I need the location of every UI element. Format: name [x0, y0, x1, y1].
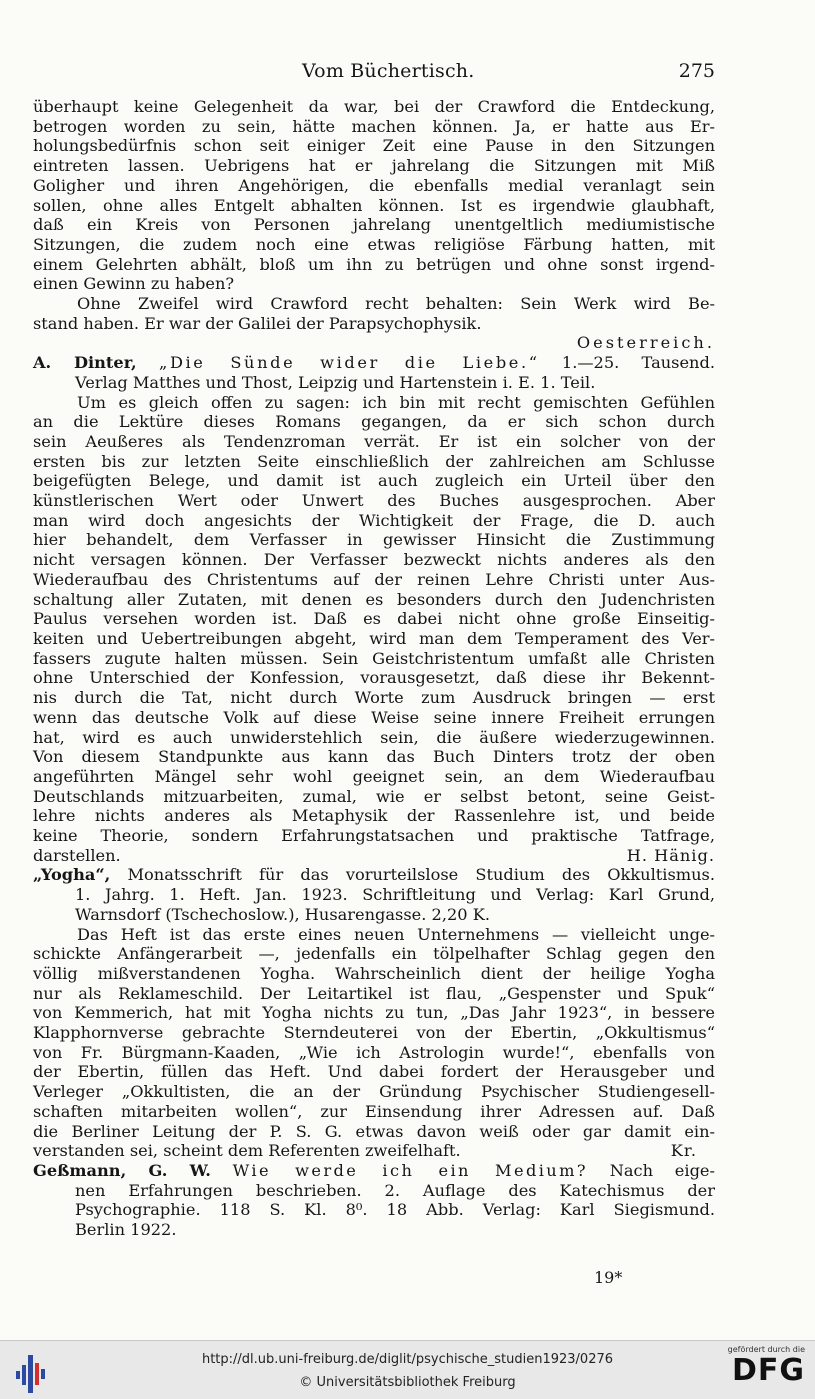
running-title: Vom Büchertisch. [302, 60, 475, 82]
text-line: betrogen worden zu sein, hätte machen können. Ja, er hatte aus Er- [33, 116, 715, 136]
text-line: Verleger „Okkultisten, die an der Gründung Psychischer Studiengesell- [33, 1082, 715, 1102]
text-line: von Fr. Bürgmann-Kaaden, „Wie ich Astrologin wurde!“, ebenfalls von [33, 1042, 715, 1062]
text-line [33, 1141, 715, 1161]
dfg-logo [715, 1345, 805, 1395]
text-line: 1. Jahrg. 1. Heft. Jan. 1923. Schriftleitung und Verlag: Karl Grund, [75, 885, 715, 905]
review-heading-dinter [33, 353, 715, 392]
periodical-name: „Yogha“, [33, 865, 111, 885]
reviewer-signature-1: Oesterreich. [576, 333, 715, 353]
text-line: einem Gelehrten abhält, bloß um ihn zu betrügen und ohne sonst irgend- [33, 254, 715, 274]
funder-name: DFG [731, 1353, 805, 1388]
text-line: Psychographie. 118 S. Kl. 8⁰. 18 Abb. Verlag: Karl Siegismund. [75, 1200, 715, 1220]
text-line: nur als Reklameschild. Der Leitartikel ist flau, „Gespenster und Spuk“ [33, 983, 715, 1003]
review-heading-gessmann [33, 1161, 715, 1240]
text-line: stand haben. Er war der Galilei der Parapsychophysik. [33, 313, 482, 333]
text-line: Verlag Matthes und Thost, Leipzig und Hartenstein i. E. 1. Teil. [75, 372, 596, 392]
digitization-footer [0, 1340, 815, 1399]
reviewer-signature-3: Kr. [670, 1141, 697, 1161]
text-line: nicht versagen können. Der Verfasser bezweckt nichts anderes als den [33, 550, 715, 570]
text-line: beigefügten Belege, und damit ist auch zugleich ein Urteil über den [33, 471, 715, 491]
text-line: hat, wird es auch unwiderstehlich sein, die äußere wiederzugewinnen. [33, 727, 715, 747]
paragraph-conclusion [33, 294, 715, 333]
text-line: sollen, ohne alles Entgelt abhalten können. Ist es irgendwie glaubhaft, [33, 195, 715, 215]
page-number: 275 [678, 60, 715, 82]
author-name: Geßmann, G. W. [33, 1160, 211, 1180]
text-line: Deutschlands mitzuarbeiten, zumal, wie er selbst betont, seine Geist- [33, 786, 715, 806]
text-line: Um es gleich offen zu sagen: ich bin mit recht gemischten Gefühlen [77, 392, 715, 412]
funder-note: gefördert durch die [727, 1345, 805, 1354]
text-line: Goligher und ihren Angehörigen, die ebenfalls medial veranlagt sein [33, 175, 715, 195]
source-url-link[interactable]: http://dl.ub.uni-freiburg.de/diglit/psychische_studien1923/0276 [201, 1352, 614, 1367]
text-line: der Ebertin, füllen das Heft. Und dabei fordert der Herausgeber und [33, 1062, 715, 1082]
text-line: Von diesem Standpunkte aus kann das Buch Dinters trotz der oben [33, 747, 715, 767]
edition-info: 1.—25. Tausend. [539, 353, 715, 373]
text-line: Warnsdorf (Tschechoslow.), Husarengasse. 2,20 K. [75, 904, 490, 924]
paragraph-dinter-review [33, 393, 715, 866]
text-line: fassers zugute halten müssen. Sein Geistchristentum umfaßt alle Christen [33, 648, 715, 668]
reviewer-signature-2: H. Hänig. [626, 845, 715, 865]
text-line: schaltung aller Zutaten, mit denen es besonders durch den Judenchristen [33, 589, 715, 609]
text-line: man wird doch angesichts der Wichtigkeit der Frage, die D. auch [33, 510, 715, 530]
book-title: Wie werde ich ein Medium? [232, 1160, 588, 1180]
copyright-notice: © Universitätsbibliothek Freiburg [299, 1375, 516, 1390]
text-line: schickte Anfängerarbeit —, jedenfalls ein tölpelhafter Schlag gegen den [33, 944, 715, 964]
author-name: A. Dinter, [33, 353, 137, 373]
text-line: wenn das deutsche Volk auf diese Weise seine innere Freiheit errungen [33, 707, 715, 727]
text-end: verstanden sei, scheint dem Referenten zweifelhaft. [33, 1141, 461, 1161]
body-text [33, 97, 715, 1240]
text-line: ohne Unterschied der Konfession, vorausgesetzt, daß diese ihr Bekennt- [33, 668, 715, 688]
text-line: künstlerischen Wert oder Unwert des Buches ausgesprochen. Aber [33, 491, 715, 511]
text-end: darstellen. [33, 845, 121, 865]
text-line: Wiederaufbau des Christentums auf der reinen Lehre Christi unter Aus- [33, 569, 715, 589]
text-line: angeführten Mängel sehr wohl geeignet sein, an dem Wiederaufbau [33, 766, 715, 786]
text-line: von Kemmerich, hat mit Yogha nichts zu tun, „Das Jahr 1923“, in bessere [33, 1003, 715, 1023]
text-line: ersten bis zur letzten Seite einschließlich der zahlreichen am Schlusse [33, 451, 715, 471]
text-line: Das Heft ist das erste eines neuen Unternehmens — vielleicht unge- [77, 924, 715, 944]
periodical-subtitle: Monatsschrift für das vorurteilslose Studium des Okkultismus. [110, 865, 715, 885]
running-header [0, 60, 815, 88]
book-title: „Die Sünde wider die Liebe.“ [158, 353, 540, 373]
paragraph-yogha-review [33, 925, 715, 1161]
text-line: die Berliner Leitung der P. S. G. etwas davon weiß oder gar damit ein- [33, 1121, 715, 1141]
text-line [33, 353, 715, 373]
text-line: lehre nichts anderes als Metaphysik der Rassenlehre ist, und beide [33, 806, 715, 826]
text-line: Berlin 1922. [75, 1220, 177, 1240]
text-line: einen Gewinn zu haben? [33, 274, 235, 294]
text-line: eintreten lassen. Uebrigens hat er jahrelang die Sitzungen mit Miß [33, 156, 715, 176]
text-line: holungsbedürfnis schon seit einiger Zeit eine Pause in den Sitzungen [33, 136, 715, 156]
text-line: völlig mißverstandenen Yogha. Wahrscheinlich dient der heilige Yogha [33, 963, 715, 983]
text-line: Ohne Zweifel wird Crawford recht behalten: Sein Werk wird Be- [77, 294, 715, 314]
text-line: überhaupt keine Gelegenheit da war, bei der Crawford die Entdeckung, [33, 97, 715, 116]
text-line [33, 846, 715, 866]
text-line: nis durch die Tat, nicht durch Worte zum Ausdruck bringen — erst [33, 688, 715, 708]
text-line: an die Lektüre dieses Romans gegangen, da er sich schon durch [33, 412, 715, 432]
text-line: hier behandelt, dem Verfasser in gewisser Hinsicht die Zustimmung [33, 530, 715, 550]
text-line: Sitzungen, die zudem noch eine etwas religiöse Färbung hatten, mit [33, 234, 715, 254]
book-subtitle: Nach eige- [587, 1160, 715, 1180]
text-line: schaften mitarbeiten wollen“, zur Einsendung ihrer Adressen auf. Daß [33, 1101, 715, 1121]
text-line: nen Erfahrungen beschrieben. 2. Auflage des Katechismus der [75, 1180, 715, 1200]
text-line: daß ein Kreis von Personen jahrelang unentgeltlich mediumistische [33, 215, 715, 235]
text-line: Paulus versehen worden ist. Daß es dabei nicht ohne große Einseitig- [33, 609, 715, 629]
text-line [33, 1161, 715, 1181]
text-line [33, 865, 715, 885]
text-line: keine Theorie, sondern Erfahrungstatsachen und praktische Tatfrage, [33, 826, 715, 846]
text-line: sein Aeußeres als Tendenzroman verrät. Er ist ein solcher von der [33, 431, 715, 451]
review-heading-yogha [33, 865, 715, 924]
text-line: keiten und Uebertreibungen abgeht, wird man dem Temperament des Ver- [33, 628, 715, 648]
text-line: Klapphornverse gebrachte Sterndeuterei von der Ebertin, „Okkultismus“ [33, 1023, 715, 1043]
paragraph-crawford [33, 97, 715, 294]
printer-signature-mark: 19* [594, 1268, 623, 1287]
